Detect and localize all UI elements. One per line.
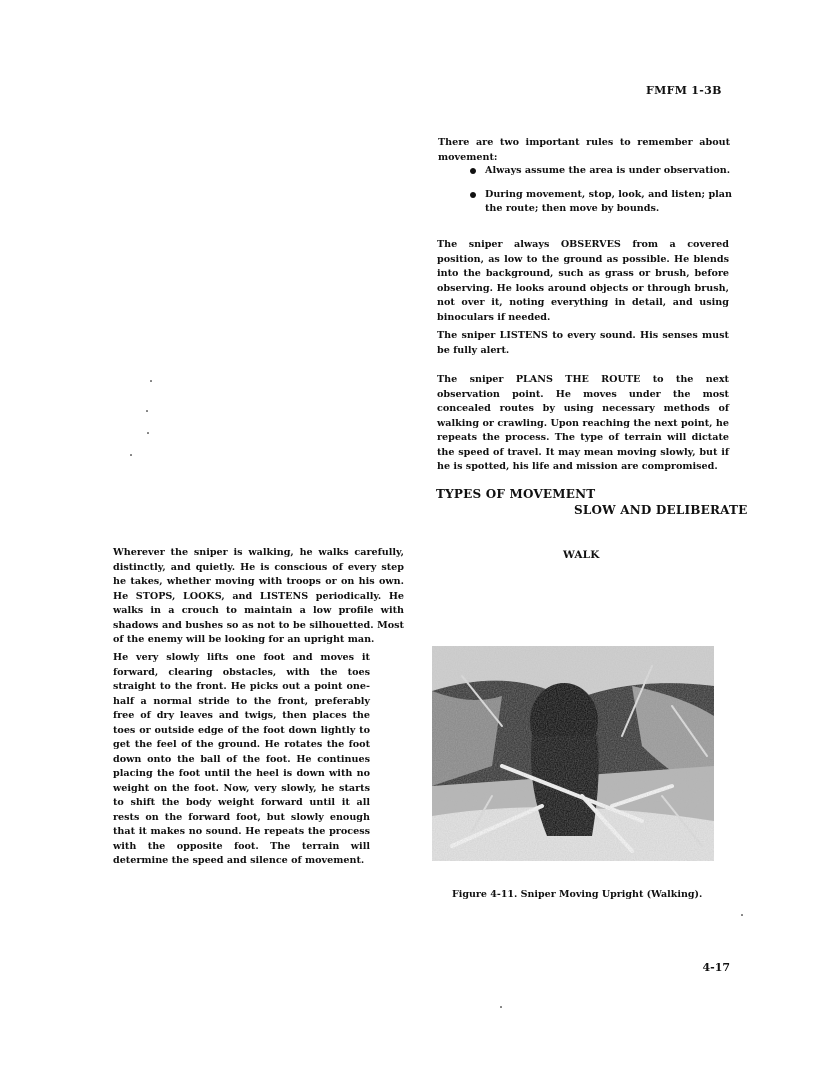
subsection-heading: SLOW AND DELIBERATE	[574, 503, 748, 517]
scan-speck	[500, 1006, 502, 1008]
sniper-walking-photo	[432, 646, 714, 861]
scan-speck	[146, 410, 148, 412]
foot-placement-paragraph: He very slowly lifts one foot and moves it forward, clearing obstacles, with the toes straight to the front. He picks out a point one-half a normal stride to the front, preferably free of dry leaves and twigs, then places the toes or outside edge of the foot down lightly to get the feel of the ground. He rotates the foot down onto the ball of the foot. He continues placing the foot until the heel is down with no weight on the foot. Now, very slowly, he starts to shift the body weight forward until it all rests on the forward foot, but slowly enough that it makes no sound. He repeats the process with the opposite foot. The terrain will determine the speed and silence of movement.	[113, 652, 370, 866]
rule-item: Always assume the area is under observation.	[470, 164, 732, 179]
observes-paragraph: The sniper always OBSERVES from a covered position, as low to the ground as possible. He blends into the background, such as grass or brush, before observing. He looks around objects or through brush, not over it, noting everything in detail, and using binoculars if needed.	[437, 239, 729, 323]
section-heading: TYPES OF MOVEMENT	[436, 487, 596, 501]
walking-paragraph: Wherever the sniper is walking, he walks carefully, distinctly, and quietly. He is conscious of every step he takes, whether moving with troops or on his own. He STOPS, LOOKS, and LISTENS periodically. He walks in a crouch to maintain a low profile with shadows and bushes so as not to be silhouetted. Most of the enemy will be looking for an upright man.	[113, 547, 404, 645]
scan-speck	[150, 380, 152, 382]
scan-speck	[741, 914, 743, 916]
intro-text: There are two important rules to remember about movement:	[438, 137, 730, 163]
scan-speck	[130, 454, 132, 456]
plans-paragraph: The sniper PLANS THE ROUTE to the next observation point. He moves under the most concealed routes by using necessary methods of walking or crawling. Upon reaching the next point, he repeats the process. The type of terrain will dictate the speed of travel. It may mean moving slowly, but if he is spotted, his life and mission are compromised.	[437, 374, 729, 472]
figure-caption: Figure 4-11. Sniper Moving Upright (Walking).	[452, 889, 703, 900]
photo-illustration	[432, 646, 714, 861]
rule-item: During movement, stop, look, and listen; plan the route; then move by bounds.	[470, 188, 732, 217]
document-code: FMFM 1-3B	[646, 84, 722, 97]
page-number: 4-17	[702, 961, 730, 974]
listens-paragraph: The sniper LISTENS to every sound. His senses must be fully alert.	[437, 330, 729, 356]
movement-rules-list	[470, 164, 732, 226]
scan-speck	[147, 432, 149, 434]
walk-heading: WALK	[563, 549, 600, 561]
